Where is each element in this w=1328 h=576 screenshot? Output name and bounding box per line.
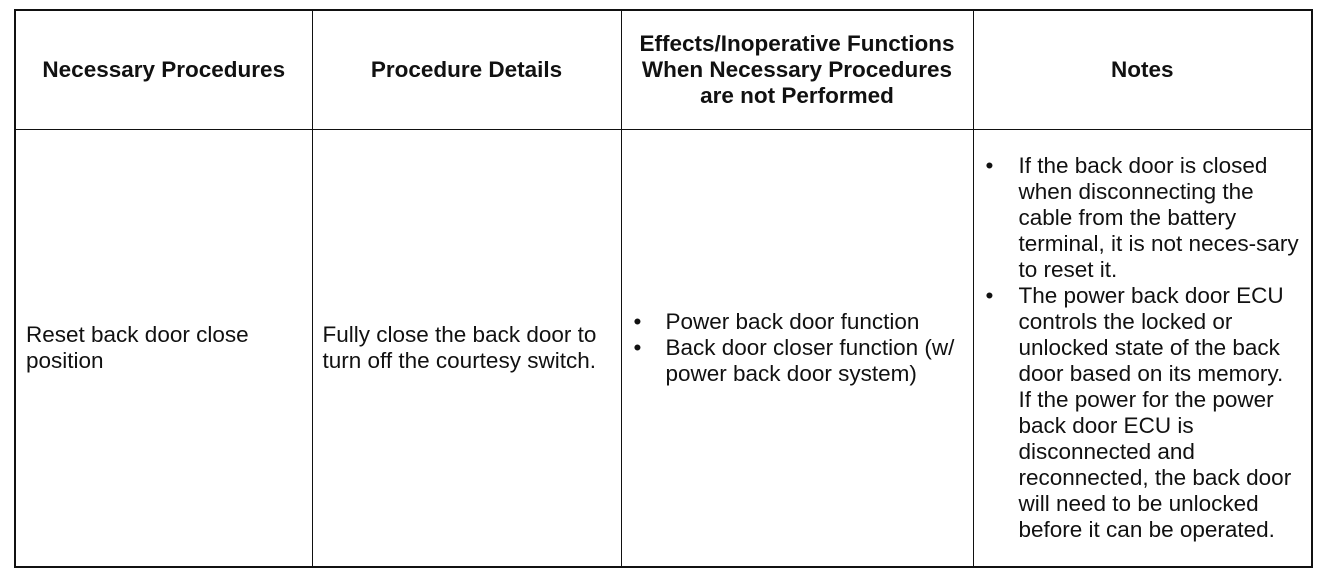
notes-list — [984, 153, 1302, 543]
effects-cell — [621, 130, 973, 568]
list-item: • Back door closer function (w/ power back door system) — [632, 335, 963, 387]
notes-cell — [973, 130, 1312, 568]
header-procedure-details: Procedure Details — [312, 10, 621, 130]
details-cell: Fully close the back door to turn off the courtesy switch. — [312, 130, 621, 568]
table-row — [15, 130, 1312, 568]
header-row — [15, 10, 1312, 130]
procedure-cell: Reset back door close position — [15, 130, 312, 568]
list-item: • If the back door is closed when disconnecting the cable from the battery terminal, it is not neces-sary to reset it. — [984, 153, 1302, 283]
list-item: • The power back door ECU controls the locked or unlocked state of the back door based on its memory. If the power for the power back door ECU is disconnected and reconnected, the back door will need to be unlocked before it can be operated. — [984, 283, 1302, 543]
header-notes: Notes — [973, 10, 1312, 130]
effects-list — [632, 309, 963, 387]
list-item: • Power back door function — [632, 309, 963, 335]
header-necessary-procedures: Necessary Procedures — [15, 10, 312, 130]
header-effects: Effects/Inoperative Functions When Necessary Procedures are not Performed — [621, 10, 973, 130]
procedure-table — [14, 9, 1313, 568]
